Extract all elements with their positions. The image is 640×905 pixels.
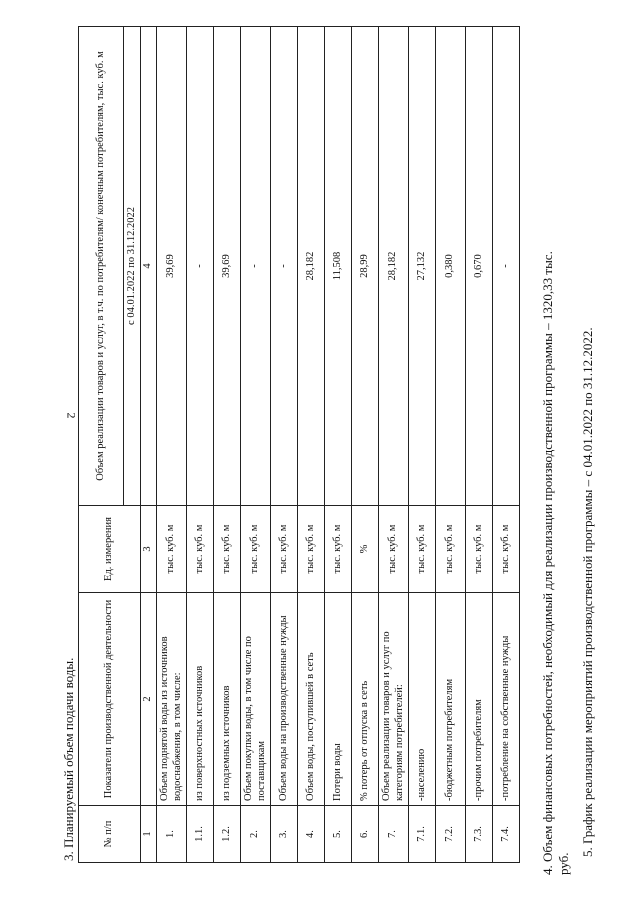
row-num: 1.1.	[187, 806, 214, 863]
row-num: 6.	[352, 806, 379, 863]
table-row	[214, 27, 241, 863]
column-number: 1	[141, 806, 157, 863]
row-indicator: Объем реализации товаров и услуг по категориям потребителей:	[379, 593, 409, 806]
row-num: 5.	[325, 806, 352, 863]
row-num: 7.2.	[436, 806, 466, 863]
table-row	[187, 27, 214, 863]
row-num: 2.	[241, 806, 271, 863]
row-indicator: Объем воды, поступившей в сеть	[298, 593, 325, 806]
column-number-row	[141, 27, 157, 863]
row-num: 1.	[157, 806, 187, 863]
row-unit: тыс. куб. м	[298, 506, 325, 593]
row-indicator: % потерь от отпуска в сеть	[352, 593, 379, 806]
table-row	[379, 27, 409, 863]
row-unit: тыс. куб. м	[493, 506, 520, 593]
row-indicator: из поверхностных источников	[187, 593, 214, 806]
row-unit: тыс. куб. м	[241, 506, 271, 593]
row-value: 28,182	[379, 27, 409, 506]
row-value: 0,380	[436, 27, 466, 506]
row-value: 39,69	[214, 27, 241, 506]
table-row	[157, 27, 187, 863]
row-value: 39,69	[157, 27, 187, 506]
header-period: с 04.01.2022 по 31.12.2022	[124, 27, 141, 506]
item-4-financial-needs: 4. Объем финансовых потребностей, необходимый для реализации производственной программы – 1320,33 тыс.	[540, 251, 555, 875]
row-indicator: -прочим потребителям	[466, 593, 493, 806]
header-unit: Ед. измерения	[79, 506, 141, 593]
row-indicator: Объем поднятой воды из источников водоснабжения, в том числе:	[157, 593, 187, 806]
row-value: 0,670	[466, 27, 493, 506]
row-indicator: -бюджетным потребителям	[436, 593, 466, 806]
rotated-page-content	[60, 0, 640, 875]
row-num: 3.	[271, 806, 298, 863]
row-unit: тыс. куб. м	[436, 506, 466, 593]
table-row	[325, 27, 352, 863]
row-value: 27,132	[409, 27, 436, 506]
water-supply-table	[78, 26, 520, 863]
row-unit: тыс. куб. м	[271, 506, 298, 593]
row-unit: тыс. куб. м	[325, 506, 352, 593]
row-num: 1.2.	[214, 806, 241, 863]
row-value: 11,508	[325, 27, 352, 506]
table-row	[436, 27, 466, 863]
row-value: -	[493, 27, 520, 506]
row-num: 7.3.	[466, 806, 493, 863]
table-row	[298, 27, 325, 863]
row-num: 7.4.	[493, 806, 520, 863]
row-num: 7.	[379, 806, 409, 863]
row-indicator: -потребление на собственные нужды	[493, 593, 520, 806]
row-unit: тыс. куб. м	[214, 506, 241, 593]
item-4-continuation: руб.	[556, 852, 571, 875]
row-num: 7.1.	[409, 806, 436, 863]
row-value: 28,99	[352, 27, 379, 506]
row-unit: тыс. куб. м	[466, 506, 493, 593]
row-unit: тыс. куб. м	[409, 506, 436, 593]
row-indicator: Потери воды	[325, 593, 352, 806]
page-number: 2	[64, 412, 79, 419]
column-number: 2	[141, 593, 157, 806]
row-value: -	[241, 27, 271, 506]
column-number: 4	[141, 27, 157, 506]
row-indicator: из подземных источников	[214, 593, 241, 806]
table-row	[352, 27, 379, 863]
row-value: 28,182	[298, 27, 325, 506]
row-num: 4.	[298, 806, 325, 863]
row-indicator: Объем воды на производственные нужды	[271, 593, 298, 806]
row-value: -	[271, 27, 298, 506]
column-number: 3	[141, 506, 157, 593]
row-unit: %	[352, 506, 379, 593]
table-row	[241, 27, 271, 863]
section-title: 3. Планируемый объем подачи воды.	[61, 657, 76, 861]
row-unit: тыс. куб. м	[157, 506, 187, 593]
row-indicator: Объем покупки воды, в том числе по поставщикам	[241, 593, 271, 806]
header-indicator: Показатели производственной деятельности	[79, 593, 141, 806]
row-value: -	[187, 27, 214, 506]
table-row	[271, 27, 298, 863]
item-5-schedule: 5. График реализации мероприятий производственной программы – с 04.01.2022 по 31.12.2022.	[580, 327, 595, 857]
row-unit: тыс. куб. м	[379, 506, 409, 593]
table-row	[493, 27, 520, 863]
row-unit: тыс. куб. м	[187, 506, 214, 593]
header-volume: Объем реализации товаров и услуг, в т.ч. по потребителям/ конечным потребителям, тыс. куб. м	[79, 27, 124, 506]
table-row	[409, 27, 436, 863]
row-indicator: -населению	[409, 593, 436, 806]
table-row	[466, 27, 493, 863]
header-num: № п/п	[79, 806, 141, 863]
